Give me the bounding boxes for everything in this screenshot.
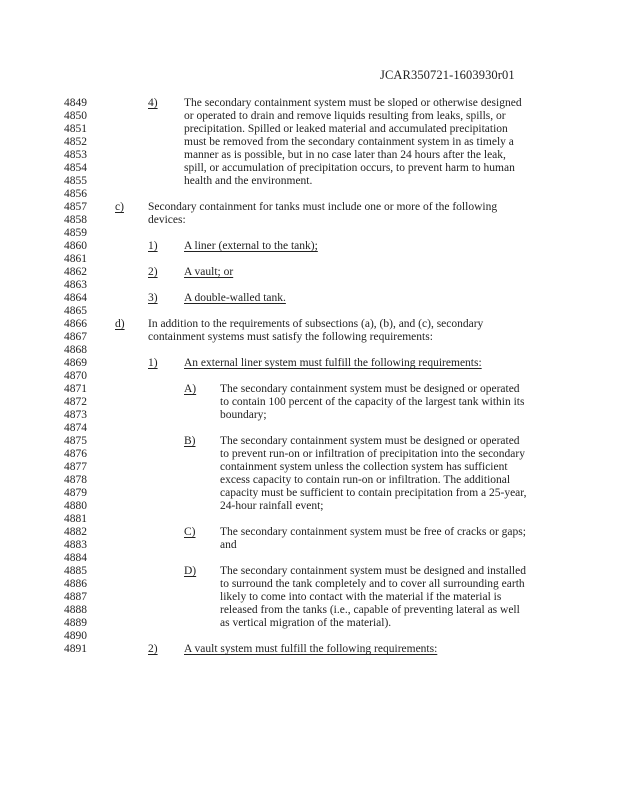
line-number: 4884 [64,552,87,564]
line-number: 4877 [64,461,87,473]
line-number: 4869 [64,357,87,369]
item-d1-label: 1) [148,357,158,369]
item-d2-label: 2) [148,643,158,655]
text-line: must be removed from the secondary containment system in as timely a [184,136,514,148]
line-number: 4861 [64,253,87,265]
item-d2-text: A vault system must fulfill the following requirements: [184,643,438,655]
text-line: and [220,539,237,551]
text-line: to prevent run-on or infiltration of precipitation into the secondary [220,448,525,460]
item-c1-label: 1) [148,240,158,252]
text-line: 24-hour rainfall event; [220,500,324,512]
line-number: 4874 [64,422,87,434]
line-number: 4860 [64,240,87,252]
text-line: to contain 100 percent of the capacity of the largest tank within its [220,396,525,408]
text-line: containment systems must satisfy the following requirements: [148,331,433,343]
line-number: 4880 [64,500,87,512]
line-number: 4858 [64,214,87,226]
text-line: containment system unless the collection system has sufficient [220,461,508,473]
line-number: 4876 [64,448,87,460]
line-number: 4878 [64,474,87,486]
line-number: 4881 [64,513,87,525]
text-line: The secondary containment system must be free of cracks or gaps; [220,526,526,538]
item-4-label: 4) [148,97,158,109]
line-number: 4891 [64,643,87,655]
line-number: 4849 [64,97,87,109]
line-number: 4887 [64,591,87,603]
text-line: likely to come into contact with the material if the material is [220,591,502,603]
line-number: 4851 [64,123,87,135]
item-c3-text: A double-walled tank. [184,292,286,304]
line-number: 4883 [64,539,87,551]
line-number: 4879 [64,487,87,499]
text-line: The secondary containment system must be sloped or otherwise designed [184,97,522,109]
document-id: JCAR350721-1603930r01 [380,68,515,82]
subsection-c-label: c) [115,201,124,213]
item-d1-b-label: B) [184,435,196,447]
text-line: spill, or accumulation of precipitation occurs, to prevent harm to human [184,162,515,174]
line-number: 4866 [64,318,87,330]
line-number: 4863 [64,279,87,291]
item-d1-a-label: A) [184,383,197,395]
line-number: 4852 [64,136,87,148]
text-line: capacity must be sufficient to contain precipitation from a 25-year, [220,487,527,499]
text-line: to surround the tank completely and to cover all surrounding earth [220,578,525,590]
line-number: 4888 [64,604,87,616]
line-number: 4856 [64,188,87,200]
line-number: 4873 [64,409,87,421]
line-number: 4864 [64,292,87,304]
line-number: 4872 [64,396,87,408]
text-line: precipitation. Spilled or leaked material and accumulated precipitation [184,123,508,135]
text-line: In addition to the requirements of subsections (a), (b), and (c), secondary [148,318,484,330]
line-number: 4853 [64,149,87,161]
item-c3-label: 3) [148,292,158,304]
line-number: 4889 [64,617,87,629]
line-number: 4859 [64,227,87,239]
text-line: health and the environment. [184,175,313,187]
text-line: The secondary containment system must be designed or operated [220,435,520,447]
text-line: as vertical migration of the material). [220,617,392,629]
text-line: manner as is possible, but in no case later than 24 hours after the leak, [184,149,506,161]
line-number: 4854 [64,162,87,174]
line-number: 4857 [64,201,87,213]
text-line: or operated to drain and remove liquids resulting from leaks, spills, or [184,110,506,122]
text-line: The secondary containment system must be designed or operated [220,383,520,395]
text-line: Secondary containment for tanks must include one or more of the following [148,201,498,213]
item-d1-text: An external liner system must fulfill the following requirements: [184,357,482,369]
line-number: 4867 [64,331,87,343]
line-number: 4862 [64,266,87,278]
line-number: 4890 [64,630,87,642]
line-number: 4855 [64,175,87,187]
text-line: boundary; [220,409,267,421]
line-number: 4871 [64,383,87,395]
line-number: 4875 [64,435,87,447]
text-line: released from the tanks (i.e., capable of preventing lateral as well [220,604,520,616]
line-number: 4886 [64,578,87,590]
line-number-column [64,97,94,656]
line-number: 4870 [64,370,87,382]
item-d1-d-label: D) [184,565,197,577]
subsection-d-label: d) [115,318,125,330]
item-d1-c-label: C) [184,526,196,538]
line-number: 4885 [64,565,87,577]
text-line: excess capacity to contain run-on or infiltration. The additional [220,474,511,486]
line-number: 4850 [64,110,87,122]
item-c2-text: A vault; or [184,266,234,278]
text-line: The secondary containment system must be designed and installed [220,565,526,577]
line-number: 4865 [64,305,87,317]
item-c2-label: 2) [148,266,158,278]
line-number: 4882 [64,526,87,538]
item-c1-text: A liner (external to the tank); [184,240,318,252]
text-line: devices: [148,214,186,226]
line-number: 4868 [64,344,87,356]
